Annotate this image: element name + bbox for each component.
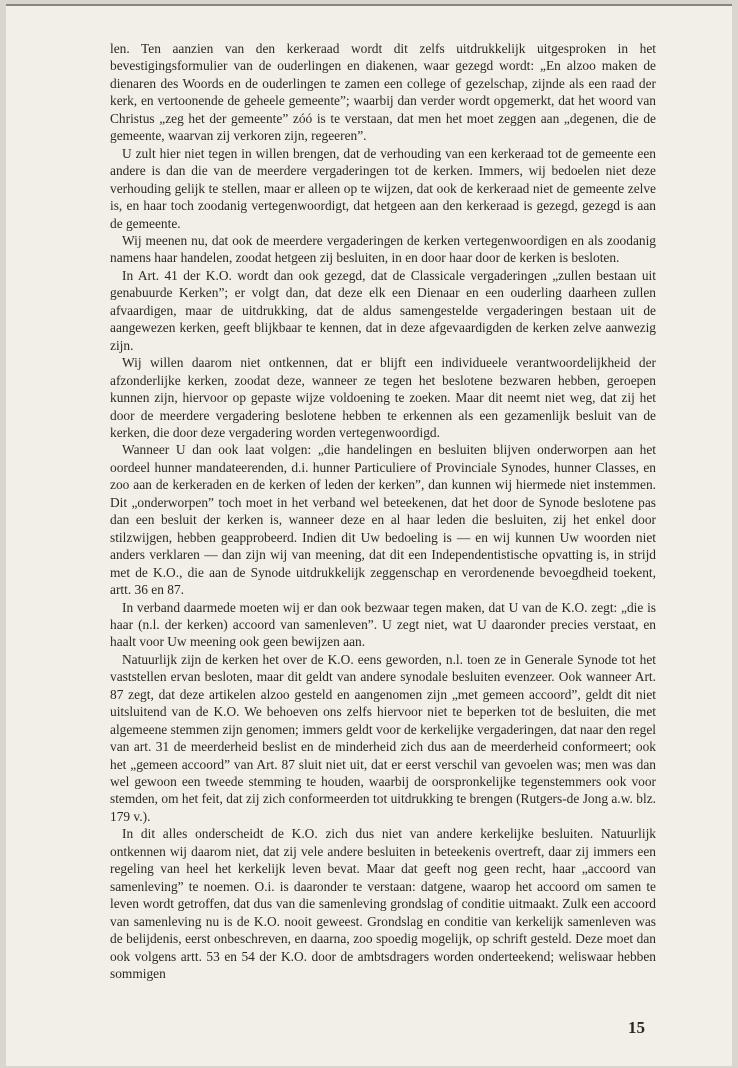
paragraph: In verband daarmede moeten wij er dan ook bezwaar tegen maken, dat U van de K.O. zegt: „die is haar (n.l. der kerken) accoord van samenleven”. U zegt niet, wat U daaronder precies verstaat, en haalt voor Uw meening ook geen bewijzen aan. bbox=[110, 599, 656, 650]
paragraph: In dit alles onderscheidt de K.O. zich dus niet van andere kerkelijke besluiten. Natuurlijk ontkennen wij daarom niet, dat zij vele andere besluiten in beteekenis overtreft, daar zij immers een regeling van heel het kerkelijk leven bevat. Maar dat geeft nog geen recht, haar „accoord van samenleving” te noemen. O.i. is daaronder te verstaan: datgene, waarop het accoord om samen te leven wordt getroffen, dat dus van die samenleving grondslag of conditie uitmaakt. Zulk een accoord van samenleving nu is de K.O. nooit geweest. Grondslag en conditie van kerkelijk samenleven was de belijdenis, eerst onbeschreven, en daarna, zoo spoedig mogelijk, op schrift gesteld. Deze moet dan ook volgens artt. 53 en 54 der K.O. door de ambtsdragers worden onderteekend; weliswaar hebben sommigen bbox=[110, 826, 656, 982]
paragraph: Wanneer U dan ook laat volgen: „die handelingen en besluiten blijven onderworpen aan het oordeel hunner mandateerenden, d.i. hunner Particuliere of Provinciale Synodes, hunner Classes, en zoo aan de kerkeraden en de kerken of leden der kerken”, dan kunnen wij hiermede niet instemmen. Dit „onderworpen” toch moet in het verband wel beteekenen, dat het door de Synode beslotene pas dan een besluit der kerken is, wanneer deze en al haar leden die besluiten, zij het enkel door stilzwijgen, hebben geapprobeerd. Indien dit Uw bedoeling is — en wij kunnen Uw woorden niet anders verklaren — dan zijn wij van meening, dat dit een Independentistische opvatting is, in strijd met de K.O., die aan de Synode uitdrukkelijk zeggenschap en verordenende bevoegdheid toekent, artt. 36 en 87. bbox=[110, 442, 656, 598]
body-text bbox=[110, 40, 656, 982]
paragraph: Natuurlijk zijn de kerken het over de K.O. eens geworden, n.l. toen ze in Generale Synode tot het vaststellen ervan besloten, maar dit geldt van andere synodale besluiten evenzeer. Ook wanneer Art. 87 zegt, dat deze artikelen alzoo gesteld en aangenomen zijn „met gemeen accoord”, geldt dit niet uitsluitend van de K.O. We behoeven ons zelfs hiervoor niet te beperken tot de besluiten, die met algemeene stemmen zijn genomen; immers geldt voor de kerkelijke vergaderingen, dat naar den regel van art. 31 de meerderheid beslist en de minderheid zich dus aan de meerderheid conformeert; ook het „gemeen accoord” van Art. 87 sluit niet uit, dat er eerst verschil van gevoelen was; men was dan wel gewoon een tweede stemming te houden, waarbij de oorspronkelijke tegenstemmers ook voor stemden, om het feit, dat zij zich conformeerden tot uitdrukking te brengen (Rutgers-de Jong a.w. blz. 179 v.). bbox=[110, 651, 656, 824]
page-number: 15 bbox=[628, 1018, 645, 1037]
paragraph: len. Ten aanzien van den kerkeraad wordt dit zelfs uitdrukkelijk uitgesproken in het bevestigingsformulier van de ouderlingen en diakenen, waar gezegd wordt: „En alzoo maken de dienaren des Woords en de ouderlingen te zamen een college of gezelschap, zijnde als een raad der kerk, en vertoonende de geheele gemeente”; waarbij dan verder wordt opgemerkt, dat het woord van Christus „zeg het der gemeente” zóó is te verstaan, dat men het moet zeggen aan „degenen, die de gemeente, waarvan zij verkoren zijn, regeeren”. bbox=[110, 41, 656, 144]
paragraph: Wij willen daarom niet ontkennen, dat er blijft een individueele verantwoordelijkheid der afzonderlijke kerken, zoodat deze, wanneer ze tegen het beslotene bezwaren hebben, geroepen kunnen zijn, hiervoor op gepaste wijze voldoening te zoeken. Maar dit neemt niet weg, dat zij het door de meerdere vergadering beslotene hebben te erkennen als een gezamenlijk besluit van de kerken, die door deze vergadering worden vertegenwoordigd. bbox=[110, 355, 656, 440]
book-page bbox=[6, 4, 732, 1066]
paragraph: In Art. 41 der K.O. wordt dan ook gezegd, dat de Classicale vergaderingen „zullen bestaan uit genabuurde Kerken”; er volgt dan, dat deze elk een Dienaar en een ouderling daarheen zullen afvaardigen, maar de uitdrukking, dat de aldus samengestelde vergaderingen bestaan uit de aangewezen kerken, geeft blijkbaar te kennen, dat in deze afgevaardigden de kerken zelve aanwezig zijn. bbox=[110, 267, 656, 353]
paragraph: Wij meenen nu, dat ook de meerdere vergaderingen de kerken vertegenwoordigen en als zoodanig namens haar handelen, zoodat hetgeen zij besluiten, in en door haar door de kerken is besloten. bbox=[110, 232, 656, 266]
paragraph: U zult hier niet tegen in willen brengen, dat de verhouding van een kerkeraad tot de gemeente een andere is dan die van de meerdere vergaderingen tot de kerken. Immers, wij bedoelen niet deze verhouding gelijk te stellen, maar er alleen op te wijzen, dat ook de kerkeraad niet de gemeente zelve is, en haar toch zoodanig vertegenwoordigt, dat hetgeen aan den kerkeraad is gezegd, gezegd is aan de gemeente. bbox=[110, 145, 656, 231]
